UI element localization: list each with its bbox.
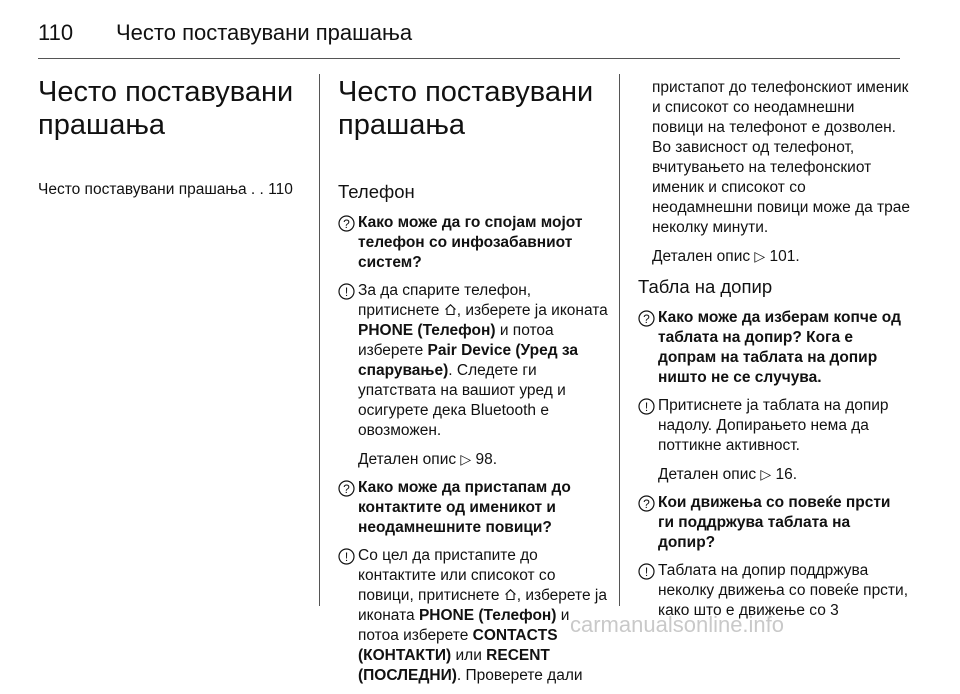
question-text: Како може да пристапам до контактите од именикот и неодамнешните повици?	[358, 479, 571, 536]
svg-text:!: !	[344, 549, 349, 564]
detail-reference[interactable]	[658, 464, 910, 485]
toc-entry[interactable]: Често поставувани прашања . . 110	[38, 181, 293, 198]
ref-label: Детален опис	[658, 466, 761, 483]
ref-label: Детален опис	[652, 248, 755, 265]
running-title: Често поставувани прашања	[116, 20, 413, 45]
content-column-2	[338, 76, 610, 694]
subsection-title: Табла на допир	[638, 276, 773, 297]
toc-column	[38, 76, 310, 200]
ref-page: 16.	[775, 466, 798, 483]
column-divider	[619, 74, 620, 606]
ref-page: 98.	[475, 451, 498, 468]
answer-text-part: и потоа изберете	[358, 607, 570, 644]
answer-block	[638, 396, 910, 456]
answer-text-part: , изберете ја иконата	[456, 302, 608, 319]
column-divider	[319, 74, 320, 606]
svg-text:!: !	[344, 284, 349, 299]
answer-text-part: . Следете ги упатствата на вашиот уред и осигурете дека Bluetooth е овозможен.	[358, 362, 566, 439]
detail-reference[interactable]	[358, 449, 610, 470]
answer-text-part: или	[451, 647, 487, 664]
question-text: Како може да го спојам мојот телефон со инфозабавниот систем?	[358, 214, 583, 271]
header-rule	[38, 58, 900, 59]
answer-text-part: и потоа изберете	[358, 322, 554, 359]
ref-page: 101.	[769, 248, 800, 265]
exclamation-circle-icon	[638, 396, 658, 456]
question-block	[338, 213, 610, 273]
ui-term: PHONE (Телефон)	[418, 607, 557, 624]
question-block	[338, 478, 610, 538]
ui-term: RECENT (ПОСЛЕДНИ)	[358, 647, 550, 684]
ui-term: Pair Device (Уред за спарување)	[358, 342, 578, 379]
answer-text-part: Со цел да пристапите до контактите или списокот со повици, притиснете	[358, 547, 556, 604]
answer-text	[358, 281, 610, 441]
question-block	[638, 493, 910, 553]
section-title: Често поставувани прашања	[338, 76, 594, 141]
detail-reference[interactable]	[652, 246, 910, 267]
chapter-title: Често поставувани прашања	[38, 76, 294, 141]
question-block	[638, 308, 910, 388]
svg-text:?: ?	[343, 216, 350, 231]
ref-label: Детален опис	[358, 451, 461, 468]
page-ref-arrow-icon: ▷	[460, 451, 472, 467]
svg-text:!: !	[644, 564, 649, 579]
answer-text-part: . Проверете дали	[456, 667, 583, 684]
svg-text:?: ?	[643, 311, 650, 326]
ui-term: CONTACTS (КОНТАКТИ)	[358, 627, 558, 664]
svg-text:?: ?	[343, 481, 350, 496]
home-icon	[504, 587, 517, 604]
answer-text-part: За да спарите телефон, притиснете	[358, 282, 532, 319]
question-text: Како може да изберам копче од таблата на допир? Кога е допрам на таблата на допир ништо не се случува.	[658, 309, 901, 386]
svg-text:!: !	[644, 399, 649, 414]
subsection-title: Телефон	[338, 181, 415, 202]
question-circle-icon	[638, 308, 658, 388]
continued-text: пристапот до телефонскиот именик и списокот со неодамнешни повици на телефонот е дозволен. Во зависност од телефонот, вчитувањето на телефонскиот именик и списокот со неодамнешни повици може да трае неколку минути.	[652, 79, 910, 236]
question-circle-icon	[338, 213, 358, 273]
answer-text-part: , изберете ја иконата	[358, 587, 607, 624]
answer-block	[338, 281, 610, 441]
question-circle-icon	[638, 493, 658, 553]
home-icon	[444, 302, 457, 319]
page-ref-arrow-icon: ▷	[760, 466, 772, 482]
answer-text: Таблата на допир поддржува неколку движења со повеќе прсти, како што е движење со 3	[658, 562, 908, 619]
exclamation-circle-icon	[338, 281, 358, 441]
answer-text: Притиснете ја таблата на допир надолу. Допирањето нема да поттикне активност.	[658, 397, 889, 454]
question-circle-icon	[338, 478, 358, 538]
svg-text:?: ?	[643, 496, 650, 511]
watermark: carmanualsonline.info	[570, 612, 785, 637]
exclamation-circle-icon	[338, 546, 358, 686]
question-text: Кои движења со повеќе прсти ги поддржува таблата на допир?	[658, 494, 891, 551]
content-column-3	[638, 78, 910, 629]
page-number: 110	[38, 20, 74, 45]
page-ref-arrow-icon: ▷	[754, 248, 766, 264]
ui-term: PHONE (Телефон)	[358, 322, 496, 339]
